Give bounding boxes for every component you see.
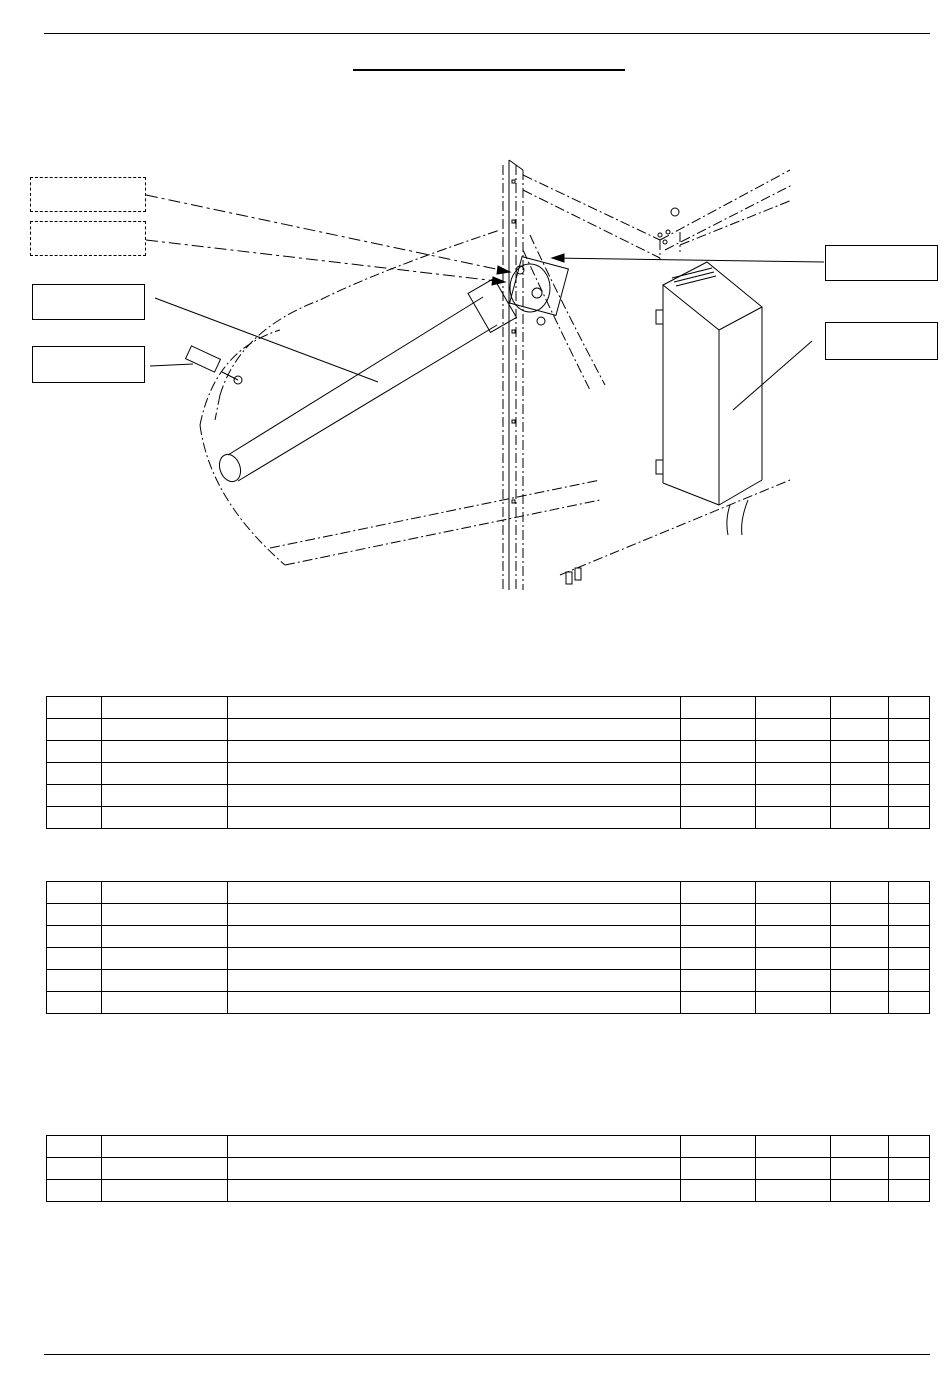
table-cell bbox=[889, 1158, 930, 1180]
table-cell bbox=[831, 882, 889, 904]
table-cell bbox=[831, 926, 889, 948]
table-cell bbox=[47, 904, 102, 926]
callout-box-1 bbox=[30, 177, 146, 212]
table-cell bbox=[889, 719, 930, 741]
table-row bbox=[47, 763, 930, 785]
table-cell bbox=[831, 785, 889, 807]
table-cell bbox=[681, 882, 756, 904]
table-row bbox=[47, 719, 930, 741]
table-cell bbox=[681, 948, 756, 970]
table-row bbox=[47, 807, 930, 829]
table-cell bbox=[756, 807, 831, 829]
table-row bbox=[47, 1158, 930, 1180]
table-cell bbox=[756, 1158, 831, 1180]
table-row bbox=[47, 992, 930, 1014]
table-cell bbox=[756, 1136, 831, 1158]
table-cell bbox=[47, 807, 102, 829]
table-cell bbox=[756, 1180, 831, 1202]
table-cell bbox=[102, 1158, 228, 1180]
table-row bbox=[47, 785, 930, 807]
table-cell bbox=[889, 926, 930, 948]
table-cell bbox=[889, 948, 930, 970]
table-cell bbox=[831, 992, 889, 1014]
table-cell bbox=[681, 970, 756, 992]
table-cell bbox=[228, 1180, 681, 1202]
table-cell bbox=[756, 785, 831, 807]
table-cell bbox=[228, 785, 681, 807]
table-cell bbox=[681, 763, 756, 785]
table-cell bbox=[831, 1136, 889, 1158]
table-cell bbox=[102, 807, 228, 829]
table-row bbox=[47, 970, 930, 992]
table-cell bbox=[681, 904, 756, 926]
table-cell bbox=[681, 785, 756, 807]
table-cell bbox=[756, 948, 831, 970]
table-cell bbox=[831, 697, 889, 719]
table-cell bbox=[889, 763, 930, 785]
table-cell bbox=[228, 1158, 681, 1180]
parts-table-1 bbox=[46, 696, 930, 829]
table-cell bbox=[47, 948, 102, 970]
table-cell bbox=[831, 1158, 889, 1180]
table-row bbox=[47, 697, 930, 719]
leader-lines bbox=[146, 195, 824, 410]
table-cell bbox=[228, 882, 681, 904]
table-cell bbox=[681, 697, 756, 719]
table-cell bbox=[228, 807, 681, 829]
table-cell bbox=[47, 882, 102, 904]
table-cell bbox=[831, 970, 889, 992]
parts-table-3 bbox=[46, 1135, 930, 1202]
table-cell bbox=[102, 948, 228, 970]
table-cell bbox=[228, 697, 681, 719]
table-cell bbox=[756, 970, 831, 992]
table-cell bbox=[889, 882, 930, 904]
table-cell bbox=[228, 741, 681, 763]
table-cell bbox=[889, 741, 930, 763]
table-cell bbox=[47, 1180, 102, 1202]
table-cell bbox=[831, 719, 889, 741]
table-cell bbox=[228, 1136, 681, 1158]
small-bracket bbox=[566, 568, 581, 584]
table-row bbox=[47, 882, 930, 904]
table-row bbox=[47, 1180, 930, 1202]
table-cell bbox=[102, 763, 228, 785]
table-cell bbox=[889, 785, 930, 807]
table-cell bbox=[102, 785, 228, 807]
table-cell bbox=[681, 807, 756, 829]
table-cell bbox=[102, 904, 228, 926]
callout-box-4 bbox=[32, 346, 145, 383]
table-cell bbox=[756, 719, 831, 741]
parts-table-2 bbox=[46, 881, 930, 1014]
table-cell bbox=[47, 763, 102, 785]
table-cell bbox=[681, 1158, 756, 1180]
table-cell bbox=[831, 807, 889, 829]
table-row bbox=[47, 1136, 930, 1158]
table-cell bbox=[889, 1136, 930, 1158]
table-cell bbox=[102, 697, 228, 719]
table-cell bbox=[47, 719, 102, 741]
table-row bbox=[47, 948, 930, 970]
table-cell bbox=[228, 992, 681, 1014]
table-cell bbox=[228, 926, 681, 948]
table-cell bbox=[756, 904, 831, 926]
table-cell bbox=[831, 904, 889, 926]
table-cell bbox=[102, 926, 228, 948]
table-cell bbox=[47, 970, 102, 992]
sensor-part bbox=[186, 346, 242, 384]
table-cell bbox=[831, 741, 889, 763]
title-underline bbox=[353, 69, 625, 71]
table-cell bbox=[756, 992, 831, 1014]
table-row bbox=[47, 904, 930, 926]
table-cell bbox=[102, 719, 228, 741]
table-cell bbox=[102, 882, 228, 904]
table-cell bbox=[47, 1136, 102, 1158]
table-cell bbox=[889, 1180, 930, 1202]
table-cell bbox=[831, 948, 889, 970]
table-cell bbox=[47, 785, 102, 807]
bottom-rule bbox=[44, 1354, 930, 1355]
table-cell bbox=[756, 763, 831, 785]
table-row bbox=[47, 741, 930, 763]
table-row bbox=[47, 926, 930, 948]
table-cell bbox=[47, 926, 102, 948]
table-cell bbox=[228, 970, 681, 992]
table-cell bbox=[47, 741, 102, 763]
table-cell bbox=[831, 763, 889, 785]
table-cell bbox=[756, 882, 831, 904]
table-cell bbox=[228, 719, 681, 741]
table-cell bbox=[889, 970, 930, 992]
table-cell bbox=[756, 697, 831, 719]
table-cell bbox=[47, 1158, 102, 1180]
table-cell bbox=[681, 992, 756, 1014]
table-cell bbox=[889, 807, 930, 829]
table-cell bbox=[756, 741, 831, 763]
table-cell bbox=[756, 926, 831, 948]
table-cell bbox=[681, 1180, 756, 1202]
top-frame bbox=[523, 170, 792, 260]
table-cell bbox=[889, 904, 930, 926]
callout-box-2 bbox=[30, 221, 146, 256]
frame-post bbox=[503, 160, 523, 590]
top-rule bbox=[44, 33, 930, 34]
table-cell bbox=[681, 1136, 756, 1158]
table-cell bbox=[831, 1180, 889, 1202]
table-cell bbox=[102, 992, 228, 1014]
table-cell bbox=[102, 1180, 228, 1202]
table-cell bbox=[681, 926, 756, 948]
table-cell bbox=[889, 992, 930, 1014]
callout-box-6 bbox=[825, 322, 938, 360]
table-cell bbox=[228, 763, 681, 785]
table-cell bbox=[102, 1136, 228, 1158]
table-cell bbox=[889, 697, 930, 719]
callout-box-3 bbox=[32, 284, 145, 320]
table-cell bbox=[47, 697, 102, 719]
callout-box-5 bbox=[825, 245, 938, 281]
table-cell bbox=[681, 741, 756, 763]
table-cell bbox=[681, 719, 756, 741]
table-cell bbox=[102, 741, 228, 763]
table-cell bbox=[228, 948, 681, 970]
table-cell bbox=[47, 992, 102, 1014]
table-cell bbox=[228, 904, 681, 926]
table-cell bbox=[102, 970, 228, 992]
